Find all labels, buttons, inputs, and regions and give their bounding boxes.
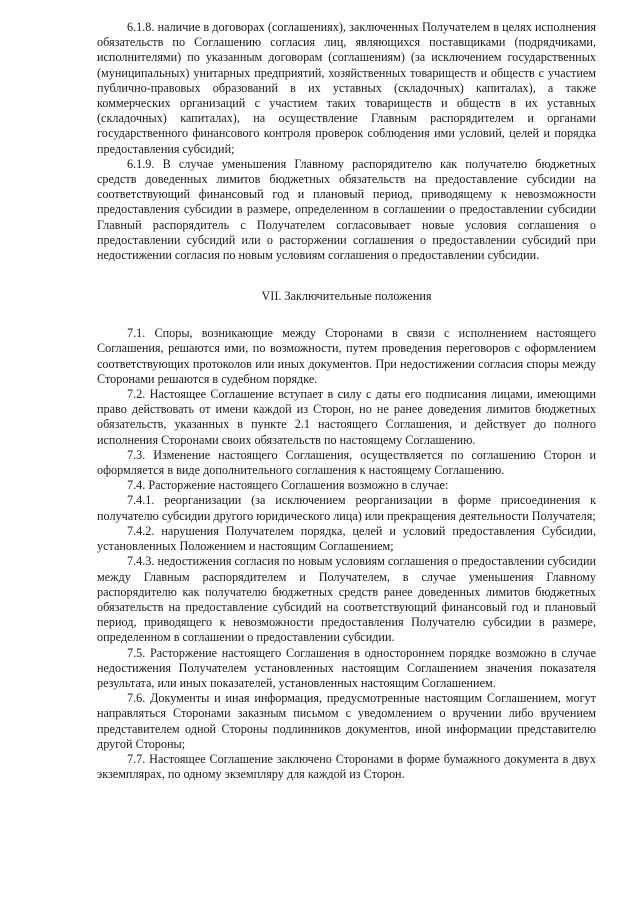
paragraph-7-4-2: 7.4.2. нарушения Получателем порядка, целей и условий предоставления Субсидии, установленных Положением и настоящим Соглашением; <box>97 523 596 554</box>
paragraph-7-2: 7.2. Настоящее Соглашение вступает в силу с даты его подписания лицами, имеющими право действовать от имени каждой из Сторон, но не ранее доведения лимитов бюджетных обязательств, указанных в пункте 2.1 настоящего Соглашения, и действует до полного исполнения Сторонами своих обязательств по настоящему Соглашению. <box>97 387 596 447</box>
paragraph-7-4-1: 7.4.1. реорганизации (за исключением реорганизации в форме присоединения к получателю субсидии другого юридического лица) или прекращения деятельности Получателя; <box>97 493 596 523</box>
paragraph-6-1-8: 6.1.8. наличие в договорах (соглашениях), заключенных Получателем в целях исполнения обязательств по Соглашению согласия лиц, являющихся поставщиками (подрядчиками, исполнителями) по указанным договорам (соглашениям) (за исключением государственных (муниципальных) унитарных предприятий, хозяйственных товариществ и обществ с участием публично-правовых образований в их уставных (складочных) капиталах), а также коммерческих организаций с участием таких товариществ и обществ в их уставных (складочных) капиталах), на осуществление Главным распорядителем и органами государственного финансового контроля проверок соблюдения ими условий, целей и порядка предоставления субсидий; <box>97 20 596 156</box>
paragraph-7-7: 7.7. Настоящее Соглашение заключено Сторонами в форме бумажного документа в двух экземплярах, по одному экземпляру для каждой из Сторон. <box>97 751 596 782</box>
paragraph-7-6: 7.6. Документы и иная информация, предусмотренные настоящим Соглашением, могут направляться Сторонами заказным письмом с уведомлением о вручении либо вручением представителем одной Стороны подлинников документов, иной информации представителю другой Стороны; <box>97 691 596 751</box>
paragraph-7-4: 7.4. Расторжение настоящего Соглашения возможно в случае: <box>127 478 449 493</box>
paragraph-7-3: 7.3. Изменение настоящего Соглашения, осуществляется по соглашению Сторон и оформляется в виде дополнительного соглашения к настоящему Соглашению. <box>97 447 596 478</box>
paragraph-6-1-9: 6.1.9. В случае уменьшения Главному распорядителю как получателю бюджетных средств доведенных лимитов бюджетных обязательств на предоставление субсидии на соответствующий финансовый год и плановый период, приводящему к невозможности предоставления субсидии в размере, определенном в соглашении о предоставлении субсидии Главный распорядитель с Получателем согласовывает новые условия соглашения о предоставлении субсидий или о расторжении соглашения о предоставлении субсидий при недостижении согласия по новым условиям соглашения о предоставлении субсидии. <box>97 156 596 263</box>
paragraph-7-4-3: 7.4.3. недостижения согласия по новым условиям соглашения о предоставлении субсидии между Главным распорядителем и Получателем, в случае уменьшения Главному распорядителю как получателю бюджетных средств ранее доведенных лимитов бюджетных обязательств на предоставление субсидий на соответствующий финансовый год и плановый период, приводящего к невозможности предоставления Получателю субсидии в размере, определенном в соглашении о предоставлении субсидии. <box>97 554 596 645</box>
paragraph-7-5: 7.5. Расторжение настоящего Соглашения в одностороннем порядке возможно в случае недостижения Получателем установленных настоящим Соглашением значения показателя результата, или иных показателей, установленных настоящим Соглашением. <box>97 645 596 690</box>
section-heading: VII. Заключительные положения <box>261 289 432 304</box>
paragraph-7-1: 7.1. Споры, возникающие между Сторонами в связи с исполнением настоящего Соглашения, решаются ими, по возможности, путем проведения переговоров с оформлением соответствующих протоколов или иных документов. При недостижении согласия споры между Сторонами решаются в судебном порядке. <box>97 326 596 386</box>
